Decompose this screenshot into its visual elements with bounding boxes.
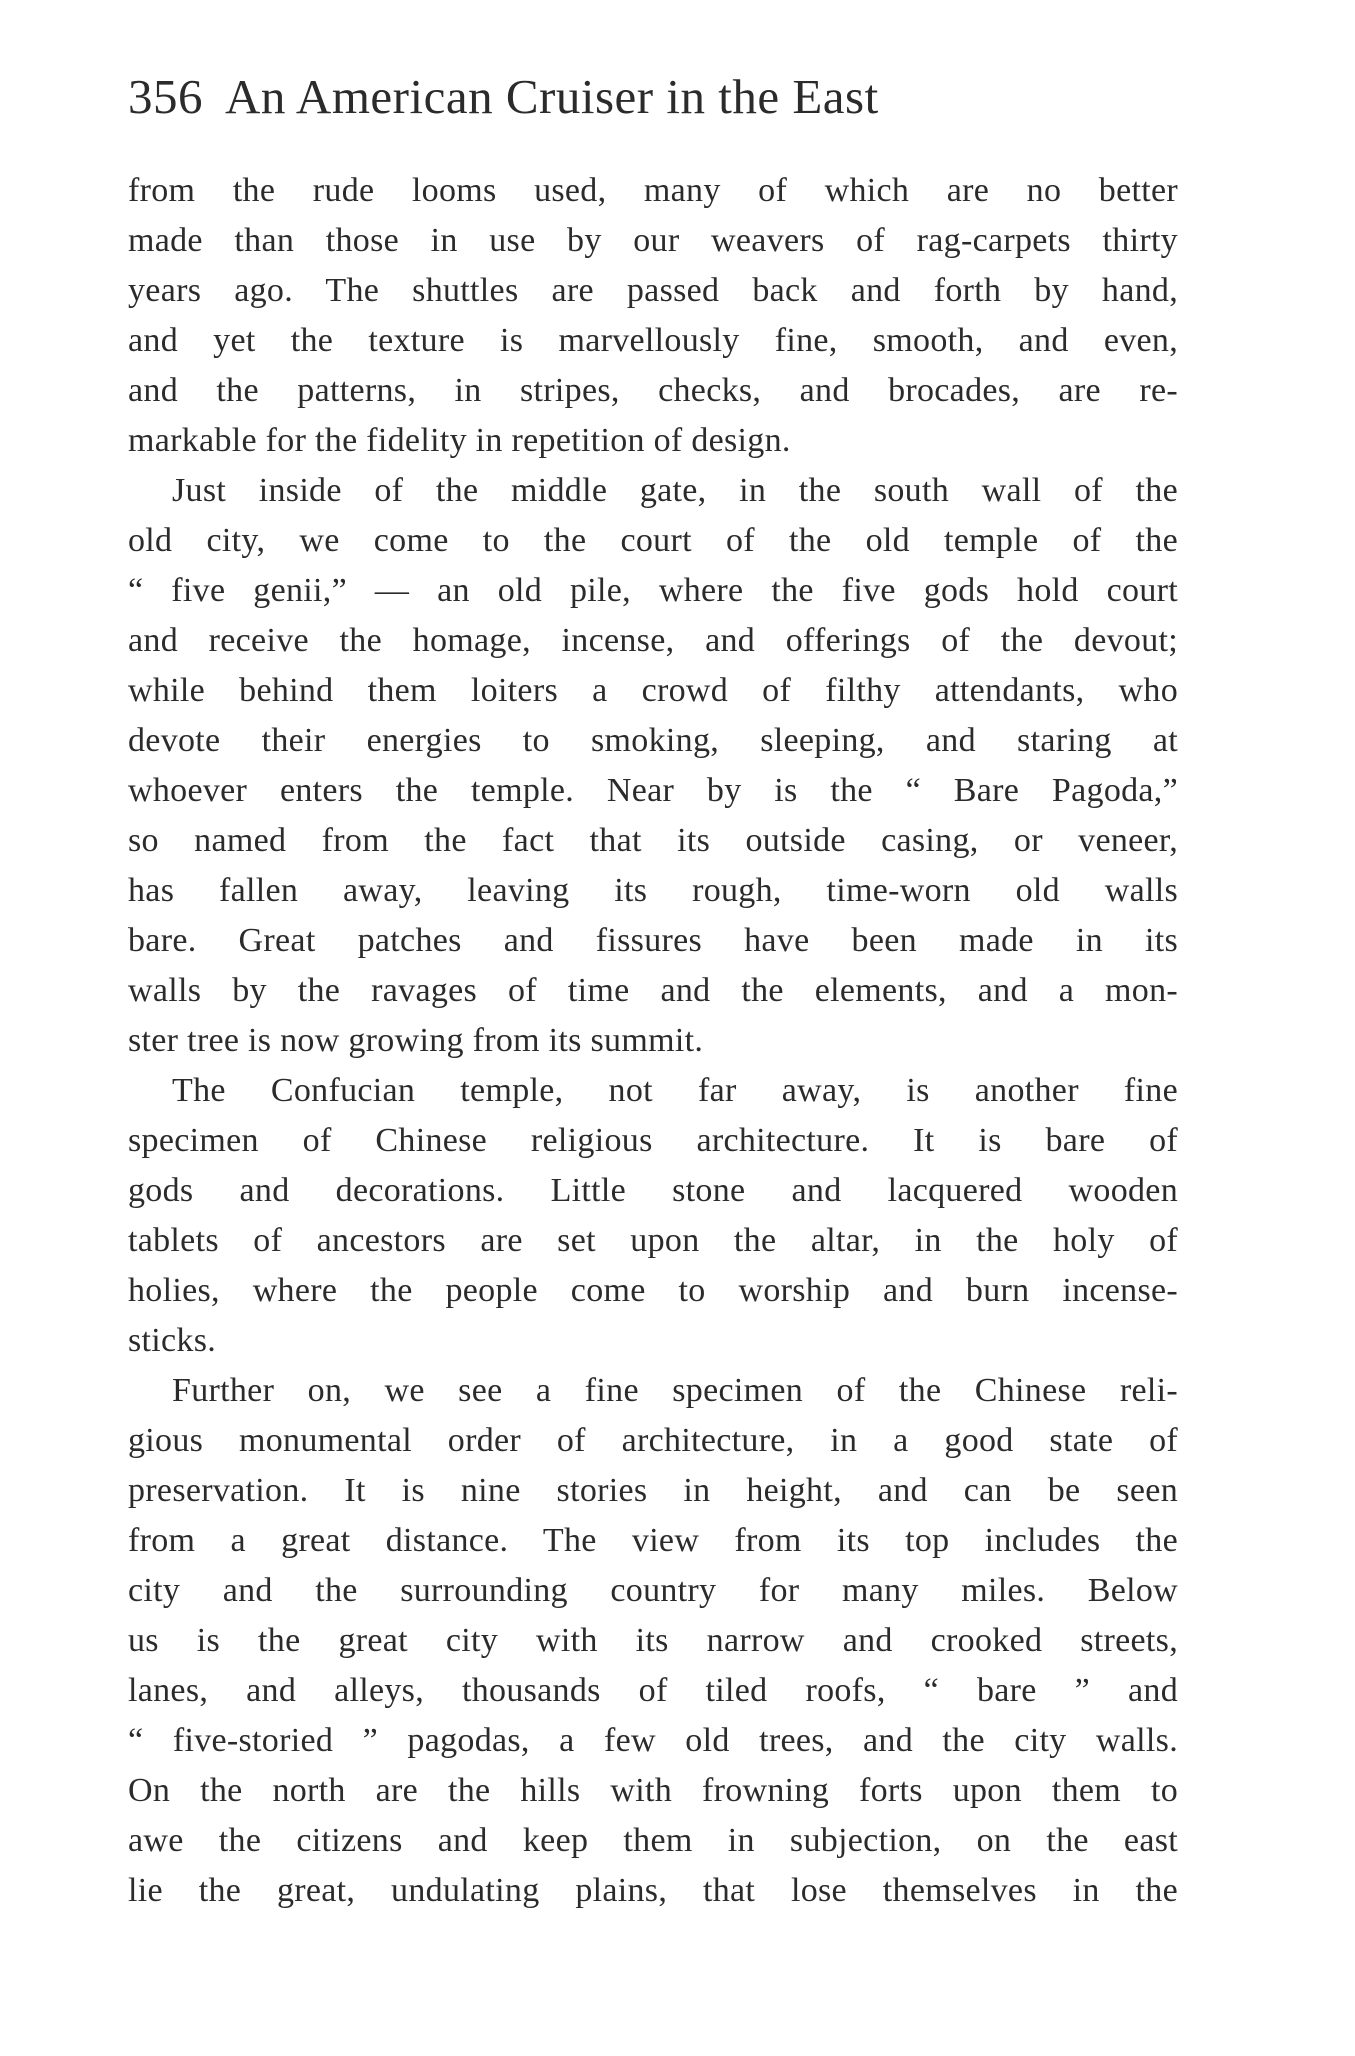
text-line: has fallen away, leaving its rough, time-worn old walls — [128, 872, 1178, 909]
text-line: specimen of Chinese religious architecture. It is bare of — [128, 1122, 1178, 1159]
text-line: from a great distance. The view from its top includes the — [128, 1522, 1178, 1559]
text-line: while behind them loiters a crowd of filthy attendants, who — [128, 672, 1178, 709]
text-line: so named from the fact that its outside casing, or veneer, — [128, 822, 1178, 859]
text-line: awe the citizens and keep them in subjection, on the east — [128, 1822, 1178, 1859]
text-line: and the patterns, in stripes, checks, and brocades, are re- — [128, 372, 1178, 409]
text-line: On the north are the hills with frowning forts upon them to — [128, 1772, 1178, 1809]
text-line: lanes, and alleys, thousands of tiled roofs, “ bare ” and — [128, 1672, 1178, 1709]
text-line: made than those in use by our weavers of rag-carpets thirty — [128, 222, 1178, 259]
text-line: and receive the homage, incense, and offerings of the devout; — [128, 622, 1178, 659]
text-line: Further on, we see a fine specimen of the Chinese reli- — [172, 1372, 1178, 1409]
text-line: years ago. The shuttles are passed back and forth by hand, — [128, 272, 1178, 309]
text-line: devote their energies to smoking, sleeping, and staring at — [128, 722, 1178, 759]
text-line: ster tree is now growing from its summit. — [128, 1022, 704, 1059]
text-line: and yet the texture is marvellously fine, smooth, and even, — [128, 322, 1178, 359]
text-line: “ five genii,” — an old pile, where the five gods hold court — [128, 572, 1178, 609]
page-number: 356 — [128, 69, 203, 124]
text-line: gious monumental order of architecture, in a good state of — [128, 1422, 1178, 1459]
text-line: walls by the ravages of time and the elements, and a mon- — [128, 972, 1178, 1009]
text-line: lie the great, undulating plains, that lose themselves in the — [128, 1872, 1178, 1909]
text-line: tablets of ancestors are set upon the altar, in the holy of — [128, 1222, 1178, 1259]
text-line: city and the surrounding country for many miles. Below — [128, 1572, 1178, 1609]
text-line: whoever enters the temple. Near by is the “ Bare Pagoda,” — [128, 772, 1178, 809]
text-line: gods and decorations. Little stone and lacquered wooden — [128, 1172, 1178, 1209]
body-text — [128, 166, 1178, 1916]
text-line: preservation. It is nine stories in height, and can be seen — [128, 1472, 1178, 1509]
text-line: bare. Great patches and fissures have been made in its — [128, 922, 1178, 959]
text-line: old city, we come to the court of the old temple of the — [128, 522, 1178, 559]
running-head — [128, 62, 1228, 132]
running-title: An American Cruiser in the East — [225, 69, 879, 124]
text-line: us is the great city with its narrow and crooked streets, — [128, 1622, 1178, 1659]
text-line: markable for the fidelity in repetition of design. — [128, 422, 791, 459]
text-line: from the rude looms used, many of which are no better — [128, 172, 1178, 209]
text-line: The Confucian temple, not far away, is another fine — [172, 1072, 1178, 1109]
text-line: sticks. — [128, 1322, 217, 1359]
text-line: Just inside of the middle gate, in the south wall of the — [172, 472, 1178, 509]
text-line: holies, where the people come to worship and burn incense- — [128, 1272, 1178, 1309]
text-line: “ five-storied ” pagodas, a few old trees, and the city walls. — [128, 1722, 1178, 1759]
